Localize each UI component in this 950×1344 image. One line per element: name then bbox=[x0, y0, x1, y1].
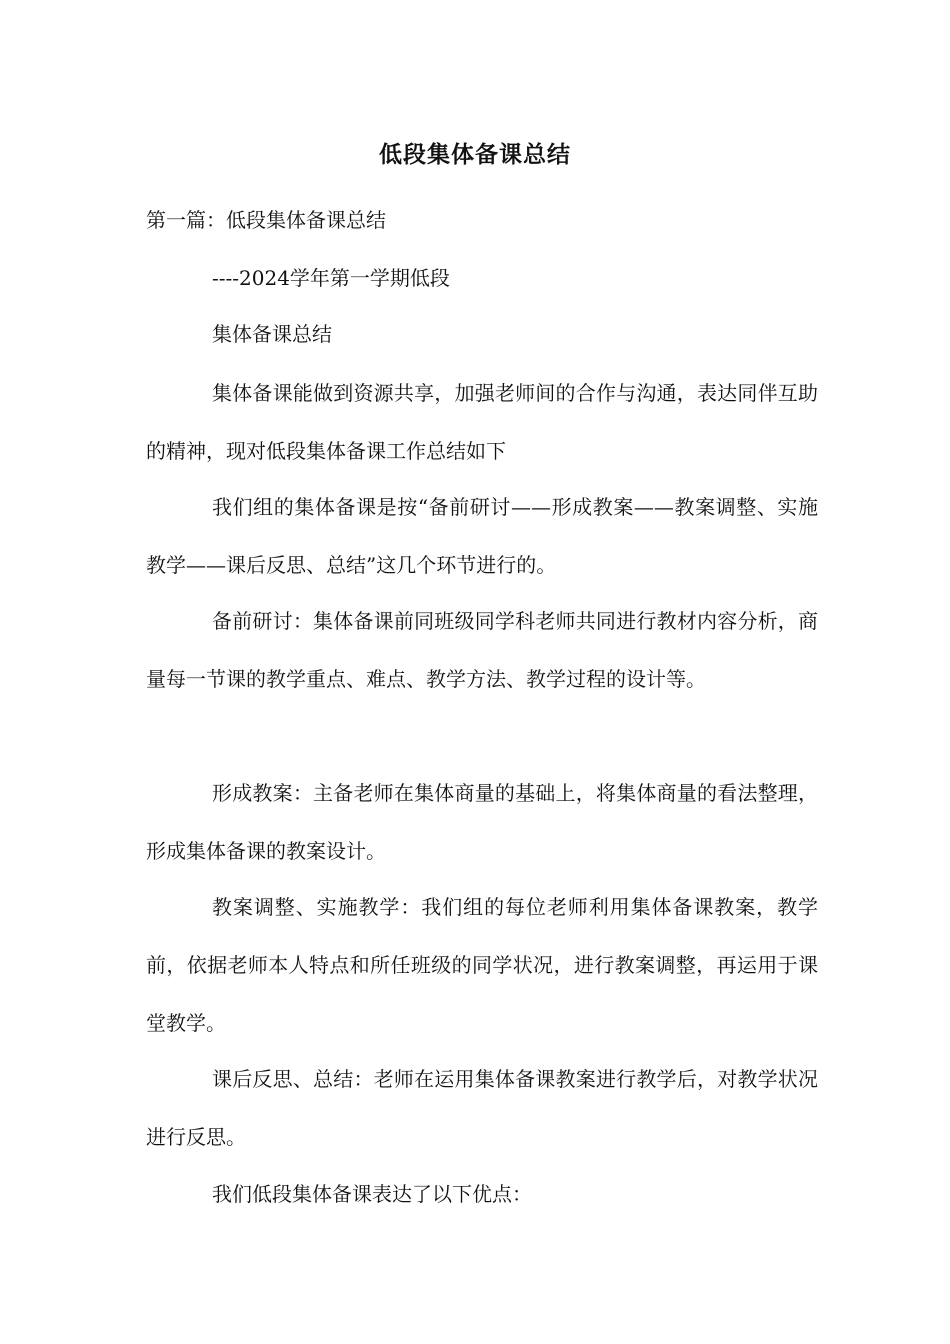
paragraph-process: 我们组的集体备课是按“备前研讨——形成教案——教案调整、实施教学——课后反思、总结”这几个环节进行的。 bbox=[146, 495, 818, 577]
paragraph-pre-study: 备前研讨：集体备课前同班级同学科老师共同进行教材内容分析，商量每一节课的教学重点、难点、教学方法、教学过程的设计等。 bbox=[146, 609, 818, 691]
paragraph-adjustment: 教案调整、实施教学：我们组的每位老师利用集体备课教案，教学前，依据老师本人特点和所任班级的同学状况，进行教案调整，再运用于课堂教学。 bbox=[146, 895, 818, 1035]
paragraph-intro: 集体备课能做到资源共享，加强老师间的合作与沟通，表达同伴互助的精神，现对低段集体备课工作总结如下 bbox=[146, 381, 818, 463]
document-title: 低段集体备课总结 bbox=[379, 142, 571, 168]
closing-line: 我们低段集体备课表达了以下优点： bbox=[212, 1182, 532, 1206]
subtitle-line-2: 集体备课总结 bbox=[212, 322, 332, 346]
paragraph-lesson-plan: 形成教案：主备老师在集体商量的基础上，将集体商量的看法整理，形成集体备课的教案设计。 bbox=[146, 781, 818, 863]
section-heading: 第一篇：低段集体备课总结 bbox=[146, 208, 386, 232]
paragraph-reflection: 课后反思、总结：老师在运用集体备课教案进行教学后，对教学状况进行反思。 bbox=[146, 1067, 818, 1149]
subtitle-line: ----2024学年第一学期低段 bbox=[212, 266, 450, 290]
